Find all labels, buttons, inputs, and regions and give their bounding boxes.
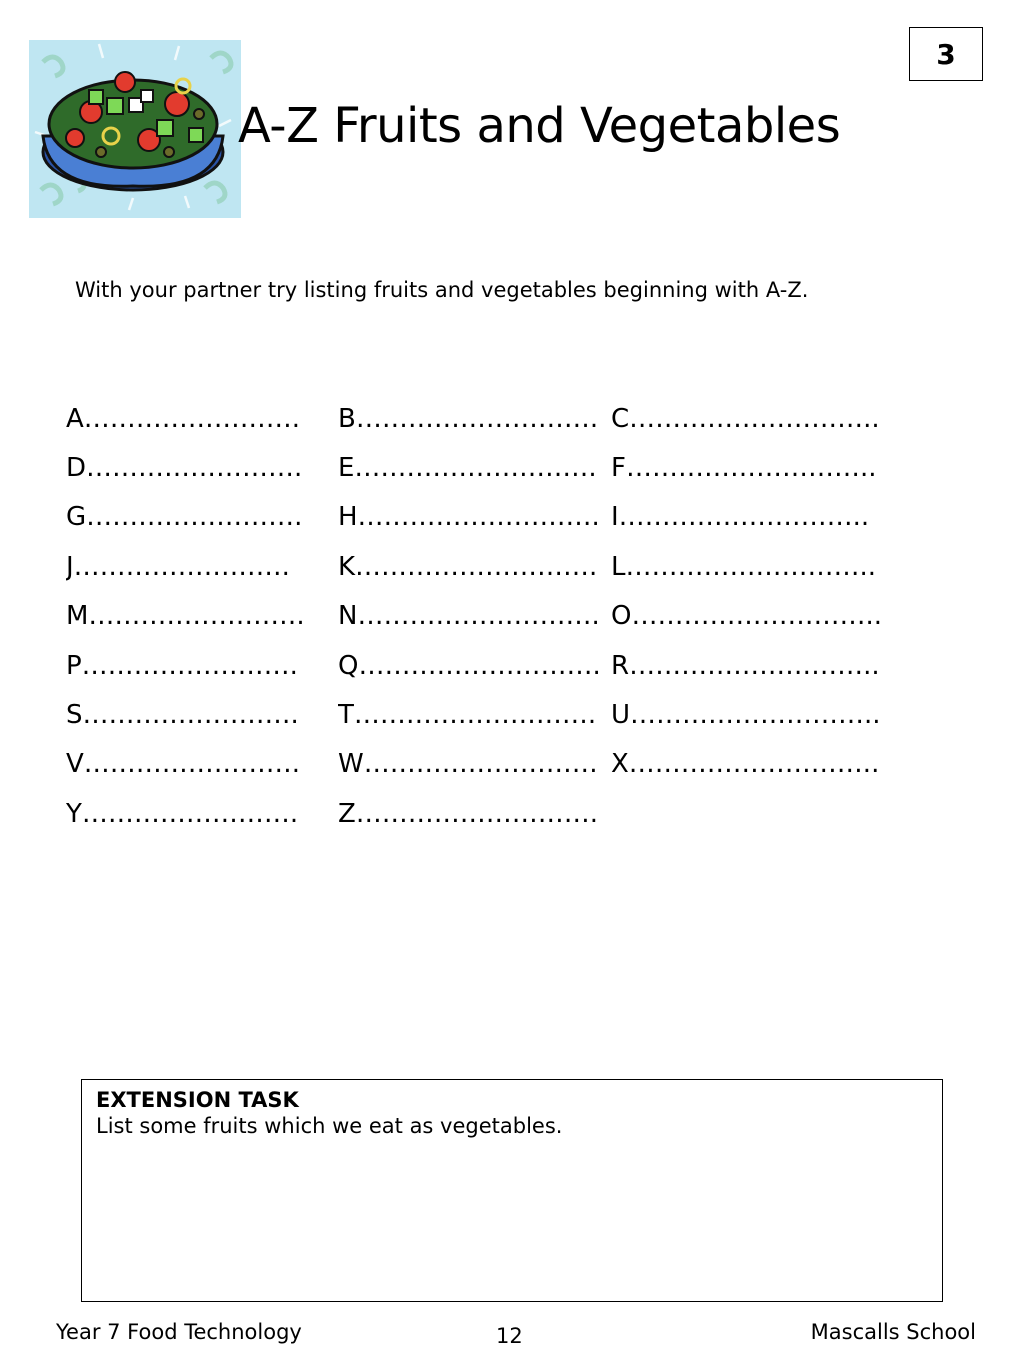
- letter-entry: C………………………..: [611, 403, 880, 434]
- letter-row: [66, 493, 926, 542]
- letter-row: [66, 443, 926, 492]
- instruction-text: With your partner try listing fruits and vegetables beginning with A-Z.: [75, 278, 809, 302]
- letter-entry: H……………………….: [338, 502, 600, 533]
- letter-entry: Y…………………….: [66, 798, 299, 829]
- letter-entry: L………………………..: [611, 551, 877, 582]
- extension-task-box: [81, 1079, 943, 1302]
- extension-task-title: EXTENSION TASK: [96, 1088, 299, 1112]
- letter-entry: Z……………………….: [338, 798, 599, 829]
- letter-entry: T……………………….: [338, 700, 597, 731]
- letter-entry: B……………………….: [338, 403, 599, 434]
- page-title: A-Z Fruits and Vegetables: [238, 98, 841, 154]
- letter-entry: J…………………….: [66, 551, 290, 582]
- letter-entry: U………………………..: [611, 700, 881, 731]
- letter-entry: V…………………….: [66, 749, 301, 780]
- extension-task-text: List some fruits which we eat as vegetables.: [96, 1114, 563, 1138]
- letter-entry: R………………………..: [611, 650, 880, 681]
- letter-row: [66, 394, 926, 443]
- letter-entry: M…………………….: [66, 601, 305, 632]
- footer-page-number: 12: [496, 1324, 523, 1348]
- letter-row: [66, 740, 926, 789]
- letter-row: [66, 592, 926, 641]
- letter-row: [66, 542, 926, 591]
- letter-entry: Q……………………….: [338, 650, 601, 681]
- letter-entry: S…………………….: [66, 700, 299, 731]
- letter-entry: D…………………….: [66, 453, 303, 484]
- letter-entry: G…………………….: [66, 502, 303, 533]
- page-number-box: 3: [909, 27, 983, 81]
- letter-row: [66, 690, 926, 739]
- letter-entry: A…………………….: [66, 403, 301, 434]
- salad-bowl-icon: [29, 40, 241, 218]
- letter-entry: X………………………..: [611, 749, 880, 780]
- letter-entry: N……………………….: [338, 601, 600, 632]
- letter-entry: W………………………: [338, 749, 598, 780]
- letter-entry: O………………………..: [611, 601, 882, 632]
- letter-entry: I………………………..: [611, 502, 870, 533]
- letter-row: [66, 789, 926, 838]
- letter-entry: P…………………….: [66, 650, 298, 681]
- alphabet-list: [66, 394, 926, 839]
- letter-entry: F………………………..: [611, 453, 877, 484]
- footer-school: Mascalls School: [810, 1320, 976, 1344]
- footer-course: Year 7 Food Technology: [56, 1320, 302, 1344]
- letter-entry: E……………………….: [338, 453, 597, 484]
- letter-entry: K……………………….: [338, 551, 598, 582]
- letter-row: [66, 641, 926, 690]
